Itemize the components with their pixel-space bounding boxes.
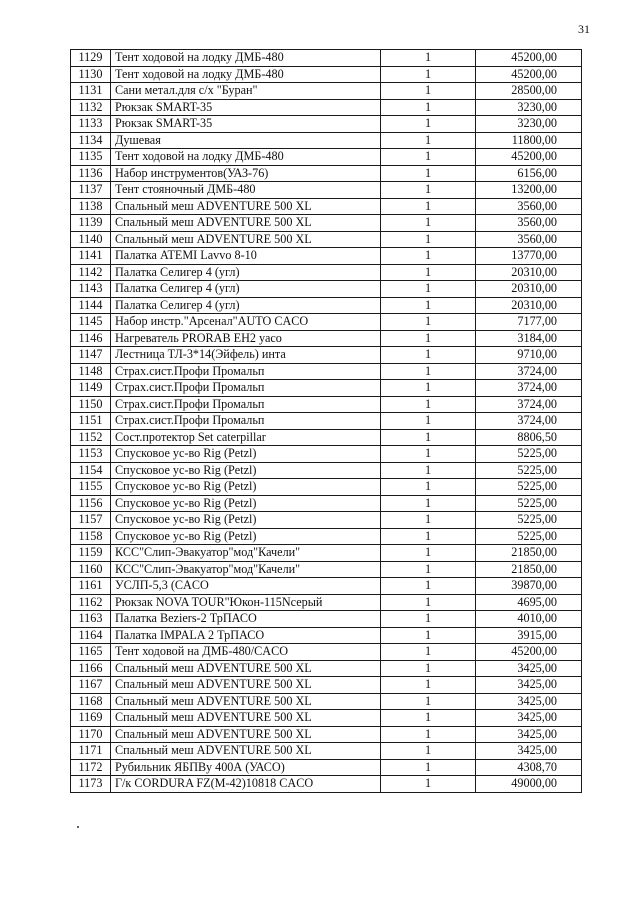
table-row bbox=[71, 314, 582, 331]
price-cell: 45200,00 bbox=[476, 66, 582, 83]
row-number-cell: 1149 bbox=[71, 380, 111, 397]
price-cell: 13770,00 bbox=[476, 248, 582, 265]
price-cell: 20310,00 bbox=[476, 281, 582, 298]
row-number-cell: 1159 bbox=[71, 545, 111, 562]
table-row bbox=[71, 396, 582, 413]
table-row bbox=[71, 611, 582, 628]
row-number-cell: 1162 bbox=[71, 594, 111, 611]
row-number-cell: 1136 bbox=[71, 165, 111, 182]
price-cell: 3724,00 bbox=[476, 396, 582, 413]
quantity-cell: 1 bbox=[381, 710, 476, 727]
row-number-cell: 1133 bbox=[71, 116, 111, 133]
price-cell: 6156,00 bbox=[476, 165, 582, 182]
quantity-cell: 1 bbox=[381, 50, 476, 67]
table-row bbox=[71, 429, 582, 446]
row-number-cell: 1148 bbox=[71, 363, 111, 380]
row-number-cell: 1132 bbox=[71, 99, 111, 116]
row-number-cell: 1173 bbox=[71, 776, 111, 793]
table-row bbox=[71, 248, 582, 265]
item-name-cell: Спусковое ус-во Rig (Petzl) bbox=[111, 528, 381, 545]
row-number-cell: 1171 bbox=[71, 743, 111, 760]
table-row bbox=[71, 776, 582, 793]
item-name-cell: Спусковое ус-во Rig (Petzl) bbox=[111, 512, 381, 529]
table-row bbox=[71, 165, 582, 182]
table-row bbox=[71, 363, 582, 380]
table-row bbox=[71, 99, 582, 116]
price-cell: 3560,00 bbox=[476, 198, 582, 215]
row-number-cell: 1158 bbox=[71, 528, 111, 545]
table-row bbox=[71, 578, 582, 595]
item-name-cell: Спусковое ус-во Rig (Petzl) bbox=[111, 495, 381, 512]
row-number-cell: 1140 bbox=[71, 231, 111, 248]
row-number-cell: 1161 bbox=[71, 578, 111, 595]
item-name-cell: Спальный меш ADVENTURE 500 XL bbox=[111, 660, 381, 677]
price-cell: 9710,00 bbox=[476, 347, 582, 364]
row-number-cell: 1168 bbox=[71, 693, 111, 710]
table-row bbox=[71, 281, 582, 298]
row-number-cell: 1172 bbox=[71, 759, 111, 776]
quantity-cell: 1 bbox=[381, 495, 476, 512]
price-cell: 3230,00 bbox=[476, 116, 582, 133]
row-number-cell: 1142 bbox=[71, 264, 111, 281]
quantity-cell: 1 bbox=[381, 182, 476, 199]
quantity-cell: 1 bbox=[381, 776, 476, 793]
quantity-cell: 1 bbox=[381, 248, 476, 265]
item-name-cell: Набор инстр."Арсенал"AUTO CACO bbox=[111, 314, 381, 331]
table-row bbox=[71, 347, 582, 364]
table-row bbox=[71, 198, 582, 215]
table-row bbox=[71, 759, 582, 776]
row-number-cell: 1147 bbox=[71, 347, 111, 364]
quantity-cell: 1 bbox=[381, 561, 476, 578]
item-name-cell: Тент ходовой на лодку ДМБ-480 bbox=[111, 66, 381, 83]
row-number-cell: 1155 bbox=[71, 479, 111, 496]
quantity-cell: 1 bbox=[381, 693, 476, 710]
row-number-cell: 1143 bbox=[71, 281, 111, 298]
quantity-cell: 1 bbox=[381, 330, 476, 347]
item-name-cell: Страх.сист.Профи Промальп bbox=[111, 363, 381, 380]
table-row bbox=[71, 693, 582, 710]
table-row bbox=[71, 231, 582, 248]
table-row bbox=[71, 116, 582, 133]
table-row bbox=[71, 413, 582, 430]
row-number-cell: 1156 bbox=[71, 495, 111, 512]
quantity-cell: 1 bbox=[381, 660, 476, 677]
quantity-cell: 1 bbox=[381, 479, 476, 496]
price-cell: 21850,00 bbox=[476, 545, 582, 562]
price-cell: 5225,00 bbox=[476, 512, 582, 529]
row-number-cell: 1139 bbox=[71, 215, 111, 232]
price-cell: 4308,70 bbox=[476, 759, 582, 776]
price-cell: 3425,00 bbox=[476, 726, 582, 743]
table-row bbox=[71, 132, 582, 149]
quantity-cell: 1 bbox=[381, 215, 476, 232]
quantity-cell: 1 bbox=[381, 413, 476, 430]
item-name-cell: Спусковое ус-во Rig (Petzl) bbox=[111, 462, 381, 479]
price-cell: 4695,00 bbox=[476, 594, 582, 611]
page-number: 31 bbox=[578, 22, 590, 36]
item-name-cell: Набор инструментов(УАЗ-76) bbox=[111, 165, 381, 182]
quantity-cell: 1 bbox=[381, 281, 476, 298]
row-number-cell: 1152 bbox=[71, 429, 111, 446]
quantity-cell: 1 bbox=[381, 677, 476, 694]
table-row bbox=[71, 627, 582, 644]
price-cell: 20310,00 bbox=[476, 297, 582, 314]
scan-speck bbox=[77, 826, 79, 828]
item-name-cell: Сани метал.для с/х "Буран" bbox=[111, 83, 381, 100]
row-number-cell: 1150 bbox=[71, 396, 111, 413]
item-name-cell: Спусковое ус-во Rig (Petzl) bbox=[111, 446, 381, 463]
quantity-cell: 1 bbox=[381, 314, 476, 331]
quantity-cell: 1 bbox=[381, 66, 476, 83]
quantity-cell: 1 bbox=[381, 198, 476, 215]
quantity-cell: 1 bbox=[381, 264, 476, 281]
quantity-cell: 1 bbox=[381, 83, 476, 100]
item-name-cell: Спальный меш ADVENTURE 500 XL bbox=[111, 198, 381, 215]
table-row bbox=[71, 743, 582, 760]
row-number-cell: 1170 bbox=[71, 726, 111, 743]
quantity-cell: 1 bbox=[381, 132, 476, 149]
item-name-cell: Душевая bbox=[111, 132, 381, 149]
inventory-table-body bbox=[71, 50, 582, 793]
table-row bbox=[71, 83, 582, 100]
item-name-cell: Страх.сист.Профи Промальп bbox=[111, 396, 381, 413]
price-cell: 3425,00 bbox=[476, 743, 582, 760]
price-cell: 3724,00 bbox=[476, 413, 582, 430]
price-cell: 5225,00 bbox=[476, 495, 582, 512]
row-number-cell: 1145 bbox=[71, 314, 111, 331]
table-row bbox=[71, 297, 582, 314]
item-name-cell: Тент ходовой на лодку ДМБ-480 bbox=[111, 149, 381, 166]
quantity-cell: 1 bbox=[381, 380, 476, 397]
table-row bbox=[71, 677, 582, 694]
quantity-cell: 1 bbox=[381, 578, 476, 595]
item-name-cell: Спальный меш ADVENTURE 500 XL bbox=[111, 677, 381, 694]
quantity-cell: 1 bbox=[381, 759, 476, 776]
quantity-cell: 1 bbox=[381, 594, 476, 611]
row-number-cell: 1164 bbox=[71, 627, 111, 644]
price-cell: 3915,00 bbox=[476, 627, 582, 644]
item-name-cell: Спальный меш ADVENTURE 500 XL bbox=[111, 231, 381, 248]
row-number-cell: 1154 bbox=[71, 462, 111, 479]
row-number-cell: 1135 bbox=[71, 149, 111, 166]
price-cell: 28500,00 bbox=[476, 83, 582, 100]
quantity-cell: 1 bbox=[381, 462, 476, 479]
table-row bbox=[71, 660, 582, 677]
quantity-cell: 1 bbox=[381, 743, 476, 760]
price-cell: 3724,00 bbox=[476, 363, 582, 380]
item-name-cell: Тент ходовой на ДМБ-480/CACO bbox=[111, 644, 381, 661]
item-name-cell: Спальный меш ADVENTURE 500 XL bbox=[111, 743, 381, 760]
table-row bbox=[71, 446, 582, 463]
price-cell: 3425,00 bbox=[476, 677, 582, 694]
row-number-cell: 1129 bbox=[71, 50, 111, 67]
item-name-cell: Палатка Селигер 4 (угл) bbox=[111, 264, 381, 281]
price-cell: 3425,00 bbox=[476, 710, 582, 727]
table-row bbox=[71, 644, 582, 661]
price-cell: 3560,00 bbox=[476, 215, 582, 232]
row-number-cell: 1153 bbox=[71, 446, 111, 463]
price-cell: 20310,00 bbox=[476, 264, 582, 281]
quantity-cell: 1 bbox=[381, 528, 476, 545]
quantity-cell: 1 bbox=[381, 165, 476, 182]
item-name-cell: Сост.протектор Set caterpillar bbox=[111, 429, 381, 446]
item-name-cell: Палатка Селигер 4 (угл) bbox=[111, 281, 381, 298]
quantity-cell: 1 bbox=[381, 644, 476, 661]
item-name-cell: УСЛП-5,3 (CACO bbox=[111, 578, 381, 595]
quantity-cell: 1 bbox=[381, 545, 476, 562]
price-cell: 3425,00 bbox=[476, 660, 582, 677]
table-row bbox=[71, 330, 582, 347]
row-number-cell: 1137 bbox=[71, 182, 111, 199]
table-row bbox=[71, 215, 582, 232]
item-name-cell: Спальный меш ADVENTURE 500 XL bbox=[111, 710, 381, 727]
price-cell: 49000,00 bbox=[476, 776, 582, 793]
item-name-cell: Рюкзак NOVA TOUR"Юкон-115Nсерый bbox=[111, 594, 381, 611]
item-name-cell: Страх.сист.Профи Промальп bbox=[111, 380, 381, 397]
row-number-cell: 1163 bbox=[71, 611, 111, 628]
table-row bbox=[71, 479, 582, 496]
row-number-cell: 1130 bbox=[71, 66, 111, 83]
item-name-cell: Палатка ATEMI Lavvo 8-10 bbox=[111, 248, 381, 265]
item-name-cell: Палатка Beziers-2 ТрПАСО bbox=[111, 611, 381, 628]
row-number-cell: 1138 bbox=[71, 198, 111, 215]
table-row bbox=[71, 545, 582, 562]
item-name-cell: Г/к CORDURA FZ(M-42)10818 CACO bbox=[111, 776, 381, 793]
price-cell: 39870,00 bbox=[476, 578, 582, 595]
row-number-cell: 1167 bbox=[71, 677, 111, 694]
item-name-cell: Рубильник ЯБПВу 400А (УАСО) bbox=[111, 759, 381, 776]
item-name-cell: Лестница ТЛ-3*14(Эйфель) инта bbox=[111, 347, 381, 364]
item-name-cell: Рюкзак SMART-35 bbox=[111, 116, 381, 133]
row-number-cell: 1157 bbox=[71, 512, 111, 529]
price-cell: 11800,00 bbox=[476, 132, 582, 149]
row-number-cell: 1141 bbox=[71, 248, 111, 265]
price-cell: 45200,00 bbox=[476, 50, 582, 67]
item-name-cell: Рюкзак SMART-35 bbox=[111, 99, 381, 116]
quantity-cell: 1 bbox=[381, 446, 476, 463]
item-name-cell: Спусковое ус-во Rig (Petzl) bbox=[111, 479, 381, 496]
quantity-cell: 1 bbox=[381, 347, 476, 364]
table-row bbox=[71, 182, 582, 199]
row-number-cell: 1144 bbox=[71, 297, 111, 314]
item-name-cell: КСС"Слип-Эвакуатор"мод"Качели" bbox=[111, 561, 381, 578]
price-cell: 3724,00 bbox=[476, 380, 582, 397]
table-row bbox=[71, 462, 582, 479]
price-cell: 5225,00 bbox=[476, 462, 582, 479]
row-number-cell: 1169 bbox=[71, 710, 111, 727]
price-cell: 3425,00 bbox=[476, 693, 582, 710]
table-row bbox=[71, 726, 582, 743]
item-name-cell: Нагреватель PRORAB EH2 уасо bbox=[111, 330, 381, 347]
quantity-cell: 1 bbox=[381, 149, 476, 166]
item-name-cell: КСС"Слип-Эвакуатор"мод"Качели" bbox=[111, 545, 381, 562]
table-row bbox=[71, 380, 582, 397]
price-cell: 8806,50 bbox=[476, 429, 582, 446]
price-cell: 5225,00 bbox=[476, 479, 582, 496]
table-row bbox=[71, 495, 582, 512]
row-number-cell: 1165 bbox=[71, 644, 111, 661]
row-number-cell: 1146 bbox=[71, 330, 111, 347]
quantity-cell: 1 bbox=[381, 297, 476, 314]
item-name-cell: Спальный меш ADVENTURE 500 XL bbox=[111, 693, 381, 710]
row-number-cell: 1131 bbox=[71, 83, 111, 100]
quantity-cell: 1 bbox=[381, 611, 476, 628]
price-cell: 45200,00 bbox=[476, 644, 582, 661]
table-row bbox=[71, 264, 582, 281]
item-name-cell: Страх.сист.Профи Промальп bbox=[111, 413, 381, 430]
quantity-cell: 1 bbox=[381, 99, 476, 116]
item-name-cell: Палатка IMPALA 2 ТрПАСО bbox=[111, 627, 381, 644]
table-row bbox=[71, 50, 582, 67]
row-number-cell: 1134 bbox=[71, 132, 111, 149]
quantity-cell: 1 bbox=[381, 512, 476, 529]
price-cell: 3184,00 bbox=[476, 330, 582, 347]
price-cell: 4010,00 bbox=[476, 611, 582, 628]
price-cell: 5225,00 bbox=[476, 528, 582, 545]
price-cell: 21850,00 bbox=[476, 561, 582, 578]
quantity-cell: 1 bbox=[381, 429, 476, 446]
item-name-cell: Спальный меш ADVENTURE 500 XL bbox=[111, 215, 381, 232]
table-row bbox=[71, 594, 582, 611]
quantity-cell: 1 bbox=[381, 116, 476, 133]
table-row bbox=[71, 561, 582, 578]
item-name-cell: Спальный меш ADVENTURE 500 XL bbox=[111, 726, 381, 743]
quantity-cell: 1 bbox=[381, 231, 476, 248]
price-cell: 7177,00 bbox=[476, 314, 582, 331]
quantity-cell: 1 bbox=[381, 627, 476, 644]
quantity-cell: 1 bbox=[381, 396, 476, 413]
table-row bbox=[71, 149, 582, 166]
price-cell: 3230,00 bbox=[476, 99, 582, 116]
price-cell: 13200,00 bbox=[476, 182, 582, 199]
item-name-cell: Палатка Селигер 4 (угл) bbox=[111, 297, 381, 314]
inventory-table bbox=[70, 49, 582, 793]
table-row bbox=[71, 710, 582, 727]
row-number-cell: 1166 bbox=[71, 660, 111, 677]
quantity-cell: 1 bbox=[381, 363, 476, 380]
row-number-cell: 1160 bbox=[71, 561, 111, 578]
price-cell: 45200,00 bbox=[476, 149, 582, 166]
quantity-cell: 1 bbox=[381, 726, 476, 743]
row-number-cell: 1151 bbox=[71, 413, 111, 430]
table-row bbox=[71, 512, 582, 529]
price-cell: 5225,00 bbox=[476, 446, 582, 463]
table-row bbox=[71, 66, 582, 83]
item-name-cell: Тент стояночный ДМБ-480 bbox=[111, 182, 381, 199]
table-row bbox=[71, 528, 582, 545]
item-name-cell: Тент ходовой на лодку ДМБ-480 bbox=[111, 50, 381, 67]
price-cell: 3560,00 bbox=[476, 231, 582, 248]
